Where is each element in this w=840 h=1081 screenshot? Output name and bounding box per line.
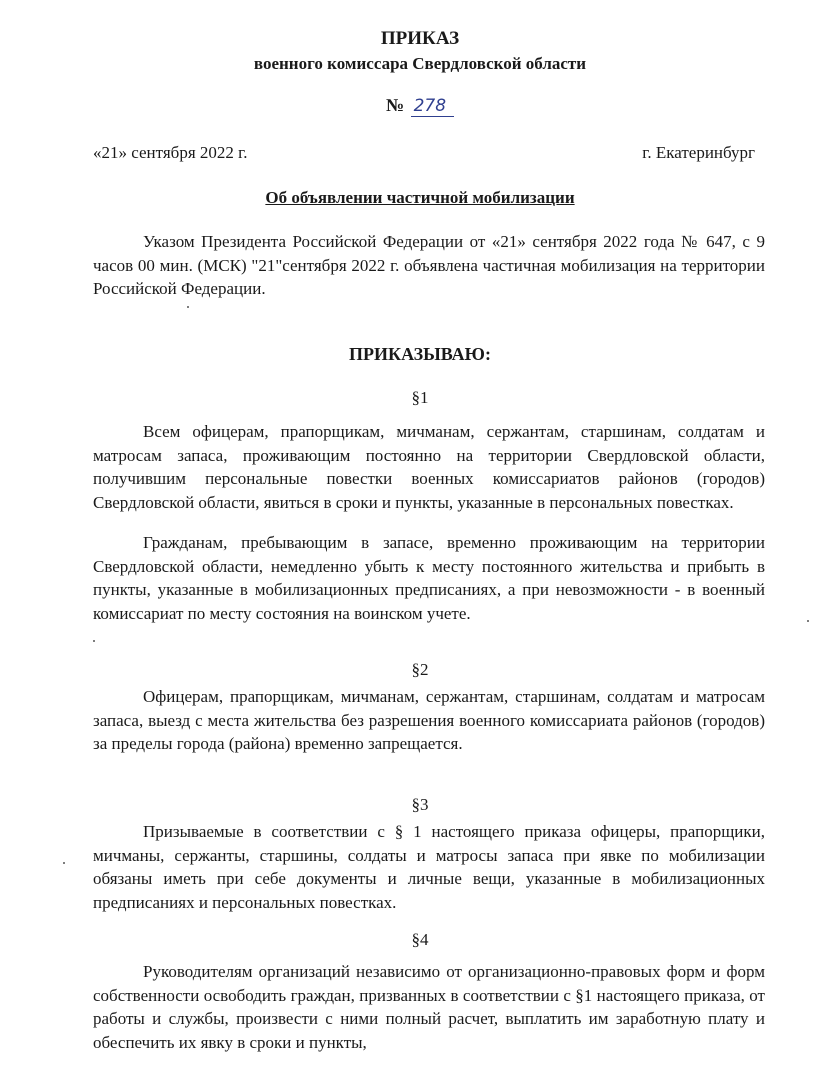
section-3-paragraph-1: Призываемые в соответствии с § 1 настоящего приказа офицеры, прапорщики, мичманы, сержанты, старшины, солдаты и матросы запаса при явке по мобилизации обязаны иметь при себе документы и личные вещи, указанные в мобилизационных предписаниях и персональных повестках. — [93, 822, 765, 912]
section-label-4: §4 — [411, 930, 429, 949]
section-label-1: §1 — [411, 388, 429, 407]
order-subject: Об объявлении частичной мобилизации — [265, 188, 575, 207]
section-2-paragraph-1: Офицерам, прапорщикам, мичманам, сержантам, старшинам, солдатам и матросам запаса, выезд с места жительства без разрешения военного комиссариата районов (городов) за пределы города (района) временно запрещается. — [93, 687, 765, 753]
section-4-paragraph-1: Руководителям организаций независимо от организационно-правовых форм и форм собственности освободить граждан, призванных в соответствии с §1 настоящего приказа, от работы и службы, произвести с ними полный расчет, выплатить им заработную плату и обеспечить их явку в сроки и пункты, — [93, 962, 765, 1052]
document-title: ПРИКАЗ — [380, 28, 460, 49]
scan-speck — [807, 620, 809, 622]
preamble-paragraph: Указом Президента Российской Федерации от «21» сентября 2022 года № 647, с 9 часов 00 мин. (МСК) "21"сентября 2022 г. объявлена частичная мобилизация на территории Российской Федерации. — [93, 232, 765, 298]
section-1-paragraph-1: Всем офицерам, прапорщикам, мичманам, сержантам, старшинам, солдатам и матросам запаса, проживающим постоянно на территории Свердловской области, получившим персональные повестки военных комиссариатов районов (городов) Свердловской области, явиться в сроки и пункты, указанные в персональных повестках. — [93, 422, 765, 512]
order-heading: ПРИКАЗЫВАЮ: — [349, 344, 491, 364]
scan-speck — [63, 862, 65, 864]
section-label-2: §2 — [411, 660, 429, 679]
scan-speck — [187, 306, 189, 308]
document-subtitle: военного комиссара Свердловской области — [253, 54, 587, 73]
section-label-3: §3 — [411, 795, 429, 814]
order-number-label: № — [385, 95, 405, 115]
order-date: «21» сентября 2022 г. — [93, 143, 248, 162]
order-city: г. Екатеринбург — [642, 143, 755, 162]
section-1-paragraph-2: Гражданам, пребывающим в запасе, временно проживающим на территории Свердловской области, немедленно убыть к месту постоянного жительства и прибыть в пункты, указанные в мобилизационных предписаниях, а при невозможности - в военный комиссариат по месту состояния на воинском учете. — [93, 533, 765, 623]
order-number-handwritten: 278 — [411, 96, 454, 117]
scan-speck — [93, 640, 95, 642]
order-number-row — [0, 95, 840, 116]
